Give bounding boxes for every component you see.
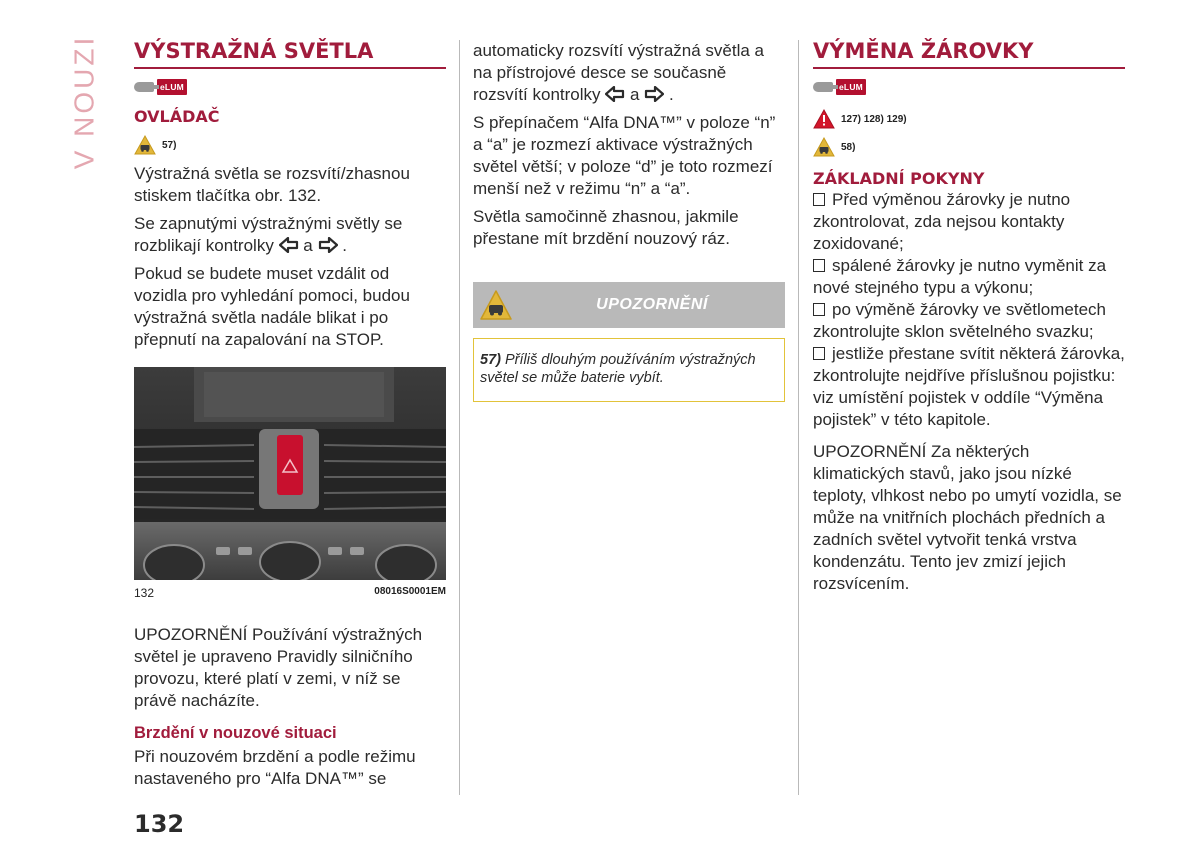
bullet-item xyxy=(813,255,1125,299)
column-3 xyxy=(813,34,1125,595)
bullet-text: jestliže přestane svítit některá žárovka, zkontrolujte nejdříve příslušnou pojistku: viz umístění pojistek v oddíle “Výměna pojistek” v této kapitole. xyxy=(813,344,1125,429)
danger-triangle-icon xyxy=(813,109,835,129)
page-number: 132 xyxy=(134,810,185,838)
subtitle-controls: OVLÁDAČ xyxy=(134,107,220,126)
bullet-item xyxy=(813,299,1125,343)
reference-number: 58) xyxy=(841,141,856,153)
figure-caption xyxy=(134,586,446,600)
turn-signal-right-icon xyxy=(318,237,338,253)
paragraph-text: Se zapnutými výstražnými světly se rozblikají kontrolky xyxy=(134,214,403,255)
turn-signal-left-icon xyxy=(605,86,625,102)
section-side-tab-label: V NOUZI xyxy=(68,34,99,170)
paragraph-text: . xyxy=(668,85,674,104)
bullet-text: spálené žárovky je nutno vyměnit za nové stejného typu a výkonu; xyxy=(813,256,1107,297)
column-divider xyxy=(459,40,460,795)
subheading-emergency-braking: Brzdění v nouzové situaci xyxy=(134,724,337,742)
section-side-tab xyxy=(64,34,104,170)
hazard-button-photo xyxy=(134,367,446,580)
column-2 xyxy=(473,40,785,402)
figure-number: 132 xyxy=(134,586,155,600)
checkbox-icon xyxy=(813,347,825,360)
warning-banner-label: UPOZORNĚNÍ xyxy=(596,296,708,313)
elum-marker xyxy=(134,77,446,97)
section-title-hazard-lights: VÝSTRAŽNÁ SVĚTLA xyxy=(134,34,446,69)
warning-note xyxy=(473,338,785,402)
note-number: 57) xyxy=(480,352,501,368)
elum-marker xyxy=(813,77,1125,97)
paragraph-indicators xyxy=(473,40,785,106)
section-title-bulb-replacement: VÝMĚNA ŽÁROVKY xyxy=(813,34,1125,69)
elum-badge: eLUM xyxy=(157,79,187,95)
column-1 xyxy=(134,34,446,790)
paragraph: Pokud se budete muset vzdálit od vozidla pro vyhledání pomoci, budou výstražná světla nadále blikat i po přepnutí na zapalování na STOP. xyxy=(134,264,410,349)
column-divider xyxy=(798,40,799,795)
turn-signal-right-icon xyxy=(644,86,664,102)
warning-ref xyxy=(134,133,446,157)
elum-badge: eLUM xyxy=(836,79,866,95)
warning-ref xyxy=(813,135,1125,159)
paragraph-notice: UPOZORNĚNÍ Za některých klimatických stavů, jako jsou nízké teploty, vlhkost nebo po umytí vozidla, se může na vnitřních plochách předních a zadních světel vytvořit tenká vrstva kondenzátu. Tento jev zmizí jejich rozsvícením. xyxy=(813,442,1122,593)
paragraph-text: a xyxy=(630,85,640,104)
paragraph-indicators xyxy=(134,213,446,257)
paragraph-text: a xyxy=(303,236,313,255)
paragraph-text: . xyxy=(342,236,347,255)
paragraph: Světla samočinně zhasnou, jakmile přestane mít brzdění nouzový ráz. xyxy=(473,207,739,248)
warning-triangle-icon xyxy=(813,137,835,157)
hand-pointer-icon xyxy=(134,82,154,92)
note-text: Příliš dlouhým používáním výstražných světel se může baterie vybít. xyxy=(480,352,756,386)
bullet-item xyxy=(813,189,1125,255)
paragraph: Při nouzovém brzdění a podle režimu nastaveného pro “Alfa DNA™” se xyxy=(134,747,416,788)
bullet-text: Před výměnou žárovky je nutno zkontrolovat, zda nejsou kontakty zoxidované; xyxy=(813,190,1071,253)
checkbox-icon xyxy=(813,303,825,316)
hand-pointer-icon xyxy=(813,82,833,92)
bullet-text: po výměně žárovky ve světlometech zkontrolujte sklon světelného svazku; xyxy=(813,300,1107,341)
paragraph-notice: UPOZORNĚNÍ Používání výstražných světel je upraveno Pravidly silničního provozu, které platí v zemi, v níž se právě nacházíte. xyxy=(134,625,423,710)
bullet-item xyxy=(813,343,1125,431)
checkbox-icon xyxy=(813,193,825,206)
warning-triangle-icon xyxy=(473,282,519,328)
warning-banner xyxy=(473,282,785,328)
subtitle-basic-instructions: ZÁKLADNÍ POKYNY xyxy=(813,169,985,188)
paragraph-text: automaticky rozsvítí výstražná světla a na přístrojové desce se současně rozsvítí kontrolky xyxy=(473,41,764,104)
figure-code: 08016S0001EM xyxy=(374,586,446,597)
reference-number: 57) xyxy=(162,139,177,151)
checkbox-icon xyxy=(813,259,825,272)
paragraph: Výstražná světla se rozsvítí/zhasnou stiskem tlačítka obr. 132. xyxy=(134,164,410,205)
warning-triangle-icon xyxy=(134,135,156,155)
paragraph: S přepínačem “Alfa DNA™” v poloze “n” a “a” je rozmezí aktivace výstražných světel větší; v poloze “d” je toto rozmezí menší než v režimu “n” a “a”. xyxy=(473,113,776,198)
turn-signal-left-icon xyxy=(279,237,299,253)
reference-numbers: 127) 128) 129) xyxy=(841,113,907,125)
danger-ref xyxy=(813,107,1125,131)
